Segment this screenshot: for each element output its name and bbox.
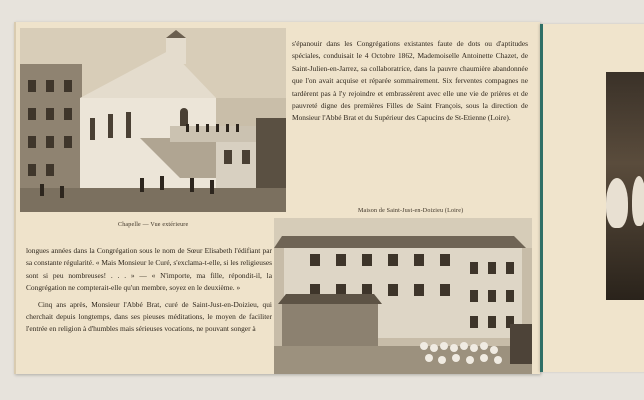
bottom-left-paragraph-1: longues années dans la Congrégation sous le nom de Sœur Elisabeth l'édifiant par sa constante régularité. « Mais Monsieur le Curé, s'exclama-t-elle, si les religieuses sont si peu nombreuses! . . . » — « N'importe, ma fille, répondit-il, la Congrégation ne compterait-elle qu'un membre, soyez en le deuxième. » [26, 246, 272, 293]
nun-figure [632, 176, 644, 226]
nun-figure [606, 178, 628, 228]
chapel-illustration [20, 28, 286, 212]
house-caption: Maison de Saint-Just-en-Doizieu (Loire) [358, 208, 464, 214]
top-right-text: s'épanouir dans les Congrégations existantes faute de dots ou d'aptitudes spéciales, conduisait le 4 Octobre 1862, Mademoiselle Antoinette Chazet, de Saint-Julien-en-Jarrez, sa collaboratrice, dans la pauvre chaumière abandonnée que l'on avait acquise et réparée sommairement. Six ferventes compagnes ne tardèrent pas à l'y rejoindre et embrassèrent avec elle une vie de prières et de pauvreté digne des premières Filles de Saint François, sous la direction de Monsieur l'Abbé Brat et du Supérieur des Capucins de St-Etienne (Loire). [292, 39, 528, 123]
bottom-left-paragraph-2: Cinq ans après, Monsieur l'Abbé Brat, curé de Saint-Just-en-Doizieu, qui cherchait depuis longtemps, dans ses pieuses méditations, le moyen de faciliter l'entrée en religion à d'humbles mais sérieuses vocations, ne pouvant songer à [26, 299, 272, 334]
right-page-photo [606, 72, 644, 300]
house-illustration [274, 218, 532, 374]
bottom-left-text-block [26, 245, 272, 340]
chapel-caption: Chapelle — Vue extérieure [118, 222, 189, 228]
chapel-photo [20, 28, 286, 212]
house-photo [274, 218, 532, 374]
